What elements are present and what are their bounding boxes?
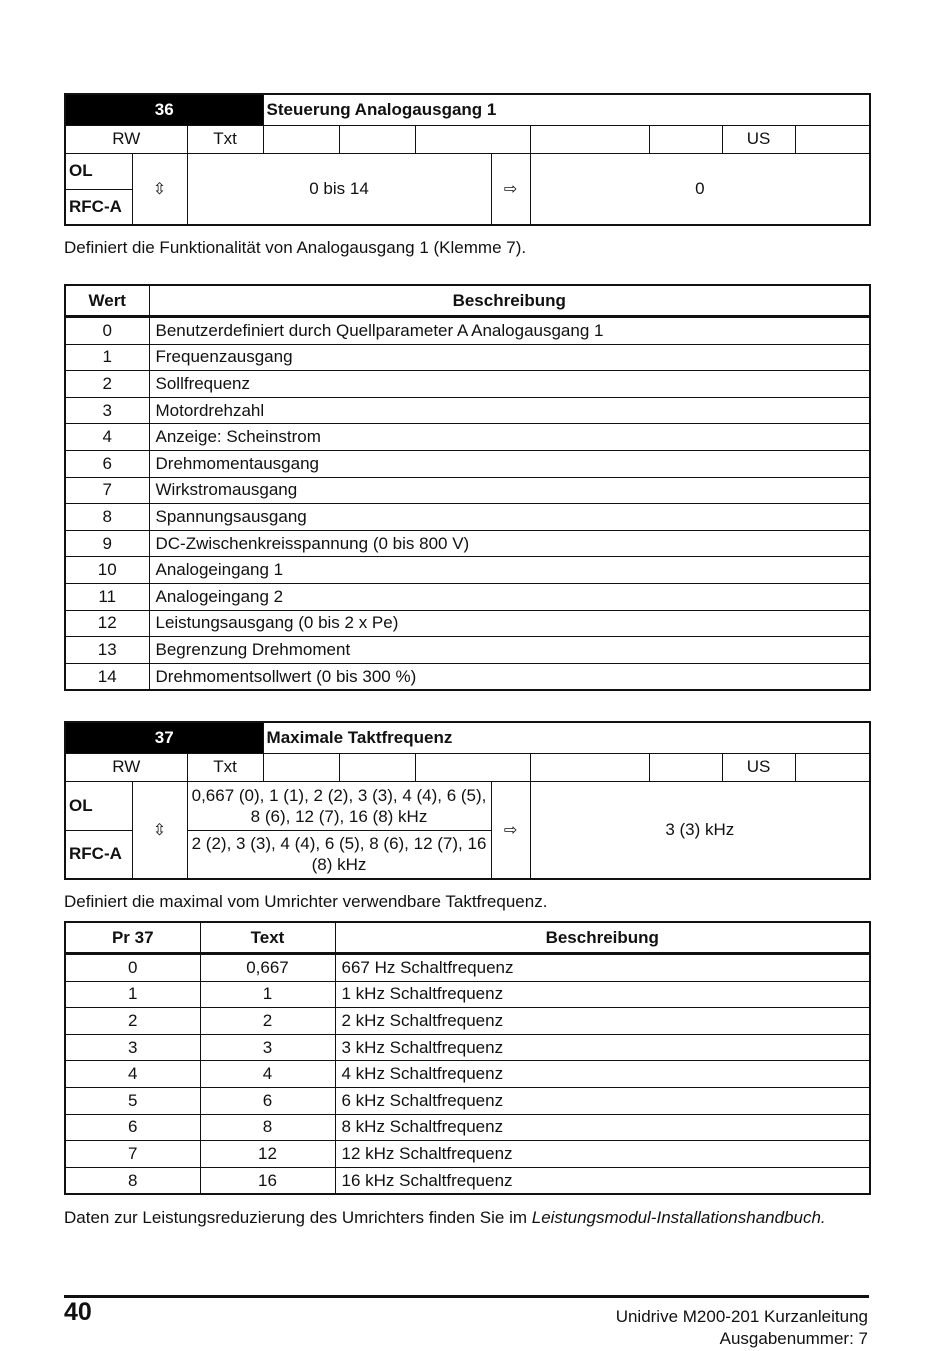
row-description: Drehmomentausgang [149,450,870,477]
row-value: 11 [65,583,149,610]
range-marker [132,153,187,225]
attr-empty [795,753,870,781]
table-row [65,504,870,531]
row-value: 6 [65,450,149,477]
attr-empty [415,125,530,153]
table-row [65,1167,870,1194]
attr-rw: RW [65,125,187,153]
row-description: 1 kHz Schaltfrequenz [335,981,870,1008]
row-text: 8 [200,1114,335,1141]
derating-note [64,1206,869,1229]
row-text: 0,667 [200,954,335,982]
row-value: 5 [65,1087,200,1114]
table-row [65,397,870,424]
row-value: 7 [65,1141,200,1168]
table-row [65,317,870,345]
attr-empty [530,125,649,153]
attr-rw: RW [65,753,187,781]
mode-rfc-a: RFC-A [65,189,132,225]
row-value: 12 [65,610,149,637]
table-row [65,1008,870,1035]
row-description: Benutzerdefiniert durch Quellparameter A Analogausgang 1 [149,317,870,345]
row-description: Leistungsausgang (0 bis 2 x Pe) [149,610,870,637]
row-description: Analogeingang 1 [149,557,870,584]
table-row [65,477,870,504]
row-text: 16 [200,1167,335,1194]
attr-empty [649,125,722,153]
attr-empty [415,753,530,781]
up-down-arrow-icon: ⇳ [152,180,167,198]
param-default: 3 (3) kHz [530,781,870,879]
page-number: 40 [64,1298,92,1326]
row-description: Frequenzausgang [149,344,870,371]
column-header: Beschreibung [149,285,870,317]
mode-ol: OL [65,153,132,189]
param-range-rfc-a: 2 (2), 3 (3), 4 (4), 6 (5), 8 (6), 12 (7), 16 (8) kHz [187,830,491,879]
row-value: 4 [65,424,149,451]
row-text: 2 [200,1008,335,1035]
attr-empty [339,125,415,153]
range-marker [132,781,187,879]
row-description: 12 kHz Schaltfrequenz [335,1141,870,1168]
table-row [65,1034,870,1061]
row-value: 8 [65,1167,200,1194]
column-header: Pr 37 [65,922,200,954]
attr-txt: Txt [187,753,263,781]
row-value: 3 [65,397,149,424]
attr-empty [795,125,870,153]
row-text: 4 [200,1061,335,1088]
param-37-table [64,721,871,880]
issue-number: Ausgabenummer: 7 [719,1329,868,1348]
column-header: Text [200,922,335,954]
row-description: 2 kHz Schaltfrequenz [335,1008,870,1035]
table-row [65,954,870,982]
table-row [65,1061,870,1088]
table-row [65,424,870,451]
row-value: 0 [65,317,149,345]
row-value: 13 [65,637,149,664]
table-row [65,610,870,637]
document-title: Unidrive M200-201 Kurzanleitung [615,1307,868,1326]
table-row [65,1141,870,1168]
default-marker [491,781,530,879]
table-row [65,344,870,371]
row-description: Wirkstromausgang [149,477,870,504]
row-value: 10 [65,557,149,584]
param-name: Steuerung Analogausgang 1 [263,94,870,125]
param-36-table [64,93,871,226]
param-name: Maximale Taktfrequenz [263,722,870,753]
row-description: 16 kHz Schaltfrequenz [335,1167,870,1194]
default-marker [491,153,530,225]
table-row [65,450,870,477]
row-description: 3 kHz Schaltfrequenz [335,1034,870,1061]
row-value: 0 [65,954,200,982]
row-value: 9 [65,530,149,557]
table-row [65,981,870,1008]
row-description: 667 Hz Schaltfrequenz [335,954,870,982]
table-row [65,530,870,557]
param-36-values-table [64,284,871,691]
row-value: 1 [65,344,149,371]
footer-rule [64,1295,869,1298]
row-description: 8 kHz Schaltfrequenz [335,1114,870,1141]
attr-empty [263,753,339,781]
param-number: 36 [65,94,263,125]
mode-rfc-a: RFC-A [65,830,132,879]
param-number: 37 [65,722,263,753]
row-value: 8 [65,504,149,531]
table-row [65,371,870,398]
right-arrow-icon: ⇨ [503,821,518,839]
row-value: 4 [65,1061,200,1088]
param-37-values-table [64,921,871,1195]
column-header: Wert [65,285,149,317]
attr-empty [339,753,415,781]
param-range-ol: 0,667 (0), 1 (1), 2 (2), 3 (3), 4 (4), 6 (5), 8 (6), 12 (7), 16 (8) kHz [187,781,491,830]
param-default: 0 [530,153,870,225]
row-description: Motordrehzahl [149,397,870,424]
mode-ol: OL [65,781,132,830]
table-row [65,1087,870,1114]
row-description: Spannungsausgang [149,504,870,531]
row-text: 6 [200,1087,335,1114]
row-value: 2 [65,1008,200,1035]
table-row [65,1114,870,1141]
row-description: Drehmomentsollwert (0 bis 300 %) [149,663,870,690]
table-row [65,583,870,610]
row-description: DC-Zwischenkreisspannung (0 bis 800 V) [149,530,870,557]
footer-info [616,1306,868,1350]
row-value: 7 [65,477,149,504]
row-value: 14 [65,663,149,690]
row-description: 4 kHz Schaltfrequenz [335,1061,870,1088]
row-value: 2 [65,371,149,398]
param-37-description: Definiert die maximal vom Umrichter verwendbare Taktfrequenz. [64,892,548,911]
param-range: 0 bis 14 [187,153,491,225]
row-text: 1 [200,981,335,1008]
note-reference: Leistungsmodul-Installationshandbuch. [531,1208,826,1227]
up-down-arrow-icon: ⇳ [152,821,167,839]
row-description: Analogeingang 2 [149,583,870,610]
table-row [65,557,870,584]
table-row [65,663,870,690]
attr-empty [263,125,339,153]
column-header: Beschreibung [335,922,870,954]
attr-empty [649,753,722,781]
param-36-description: Definiert die Funktionalität von Analogausgang 1 (Klemme 7). [64,238,527,257]
note-text: Daten zur Leistungsreduzierung des Umrichters finden Sie im [64,1208,532,1227]
row-description: 6 kHz Schaltfrequenz [335,1087,870,1114]
row-text: 12 [200,1141,335,1168]
row-value: 6 [65,1114,200,1141]
row-description: Sollfrequenz [149,371,870,398]
attr-us: US [722,125,795,153]
row-value: 3 [65,1034,200,1061]
table-row [65,637,870,664]
row-description: Begrenzung Drehmoment [149,637,870,664]
row-text: 3 [200,1034,335,1061]
attr-empty [530,753,649,781]
right-arrow-icon: ⇨ [503,180,518,198]
row-value: 1 [65,981,200,1008]
attr-txt: Txt [187,125,263,153]
row-description: Anzeige: Scheinstrom [149,424,870,451]
attr-us: US [722,753,795,781]
